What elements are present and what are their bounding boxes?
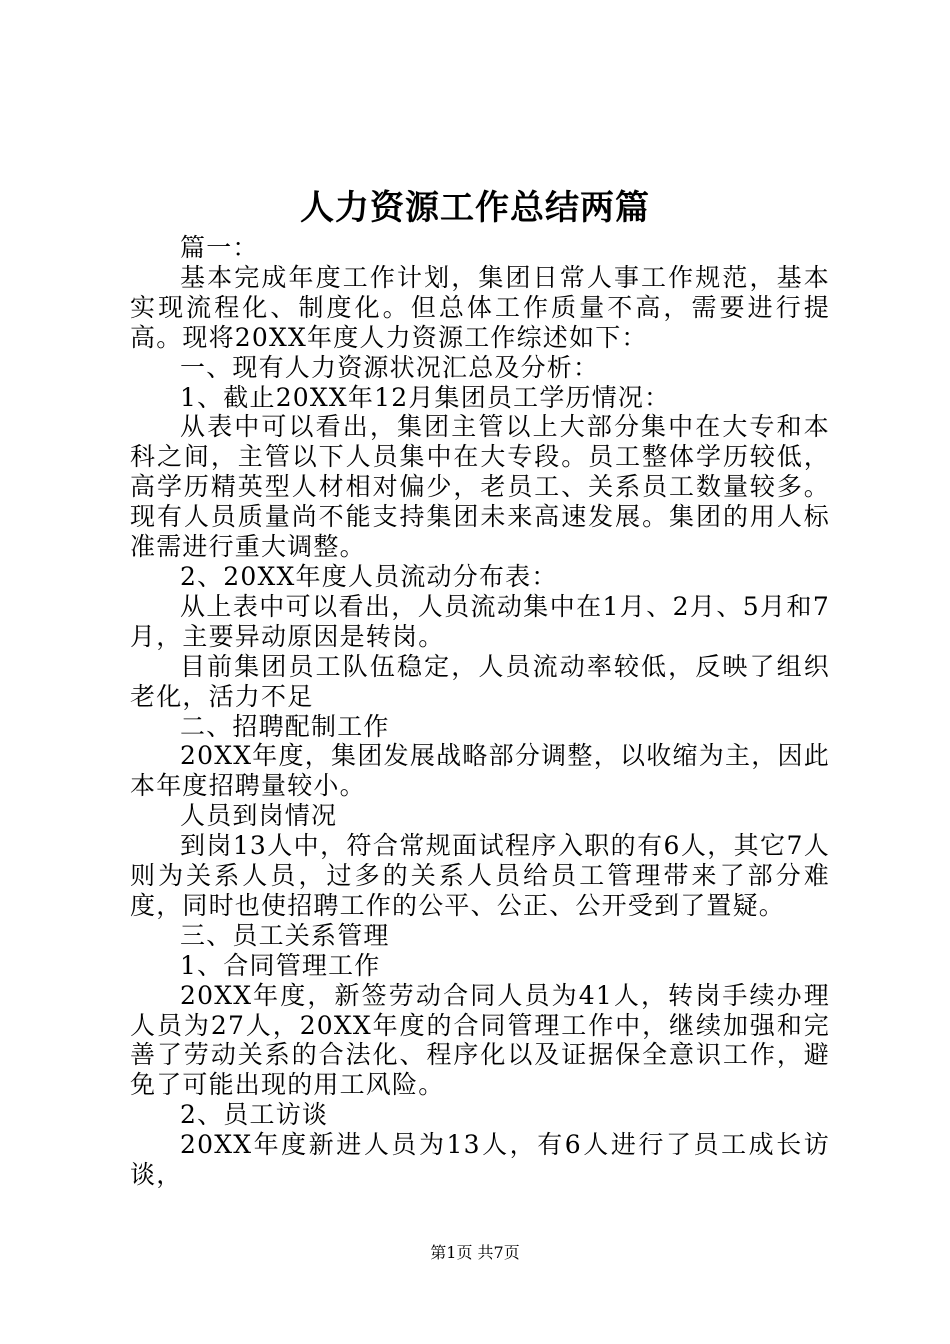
subheading-interviews: 2、员工访谈 — [180, 1100, 329, 1130]
heading-hr-status: 一、现有人力资源状况汇总及分析： — [180, 352, 600, 382]
heading-recruitment: 二、招聘配制工作 — [180, 711, 390, 741]
paragraph-interviews: 20XX年度新进人员为13人，有6人进行了员工成长访谈， — [130, 1130, 830, 1190]
paragraph-contracts: 20XX年度，新签劳动合同人员为41人，转岗手续办理人员为27人，20XX年度的合同管理工作中，继续加强和完善了劳动关系的合法化、程序化以及证据保全意识工作，避免了可能出现的用工风险。 — [130, 980, 830, 1100]
paragraph-turnover-conclusion: 目前集团员工队伍稳定，人员流动率较低，反映了组织老化，活力不足 — [130, 651, 830, 711]
paragraph-section-label: 篇一： — [180, 233, 259, 262]
paragraph-recruitment: 20XX年度，集团发展战略部分调整，以收缩为主，因此本年度招聘量较小。 — [130, 741, 830, 801]
subheading-education: 1、截止20XX年12月集团员工学历情况： — [180, 382, 671, 412]
document-body — [130, 233, 830, 1190]
heading-employee-relations: 三、员工关系管理 — [180, 920, 390, 950]
subheading-contracts: 1、合同管理工作 — [180, 950, 381, 980]
subheading-onboarding: 人员到岗情况 — [180, 801, 338, 831]
document-title: 人力资源工作总结两篇 — [300, 188, 650, 228]
page-footer: 第1页 共7页 — [430, 1243, 520, 1262]
subheading-turnover: 2、20XX年度人员流动分布表： — [180, 561, 558, 591]
paragraph-intro: 基本完成年度工作计划，集团日常人事工作规范，基本实现流程化、制度化。但总体工作质量不高，需要进行提高。现将20XX年度人力资源工作综述如下： — [130, 262, 830, 352]
paragraph-turnover-analysis: 从上表中可以看出，人员流动集中在1月、2月、5月和7月，主要异动原因是转岗。 — [130, 591, 830, 651]
paragraph-education-analysis: 从表中可以看出，集团主管以上大部分集中在大专和本科之间，主管以下人员集中在大专段。员工整体学历较低，高学历精英型人材相对偏少，老员工、关系员工数量较多。现有人员质量尚不能支持集团未来高速发展。集团的用人标准需进行重大调整。 — [130, 412, 830, 562]
paragraph-onboarding: 到岗13人中，符合常规面试程序入职的有6人，其它7人则为关系人员，过多的关系人员给员工管理带来了部分难度，同时也使招聘工作的公平、公正、公开受到了置疑。 — [130, 831, 830, 920]
